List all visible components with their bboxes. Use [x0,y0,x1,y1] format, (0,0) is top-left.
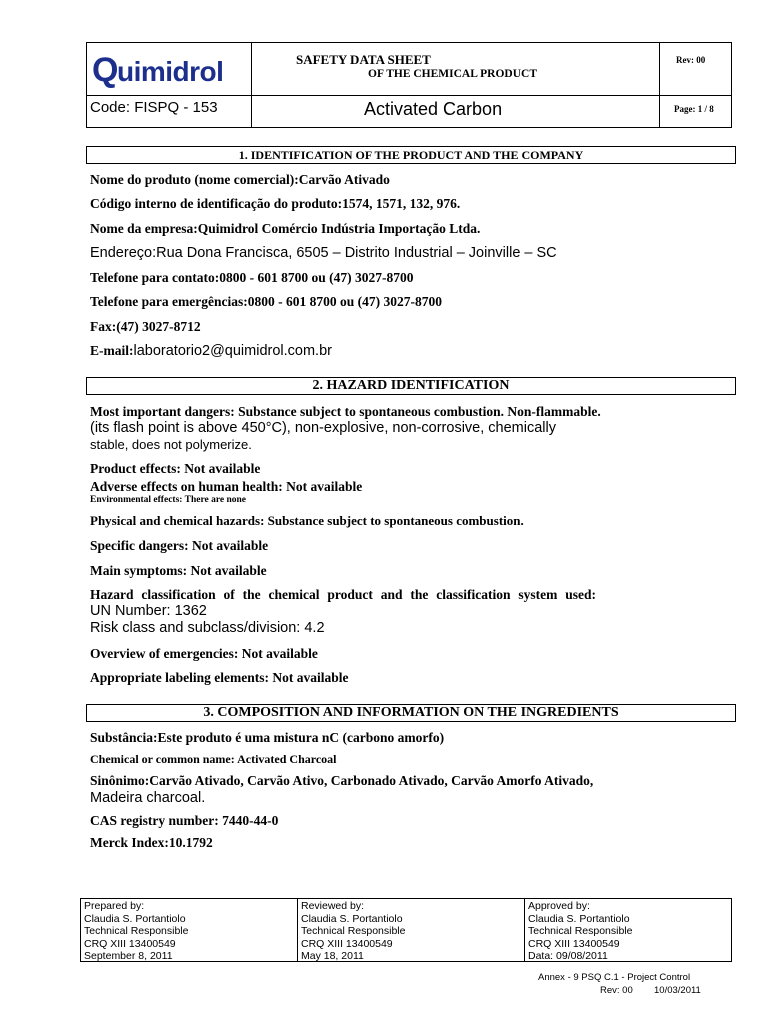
quimidrol-logo [92,50,244,88]
internal-code: Código interno de identificação do produto:1574, 1571, 132, 976. [90,196,461,211]
prepared-by-role: Technical Responsible [84,925,189,938]
sds-title-line1: SAFETY DATA SHEET [296,52,431,67]
approved-by-cell [528,900,632,963]
product-title: Activated Carbon [364,99,503,119]
product-effects: Product effects: Not available [90,461,261,476]
most-important-dangers: Most important dangers: Substance subject to spontaneous combustion. Non-flammable. [90,404,601,419]
prepared-by-name: Claudia S. Portantiolo [84,912,186,925]
emergency-phone: Telefone para emergências:0800 - 601 8700 ou (47) 3027-8700 [90,294,442,309]
prepared-by-label: Prepared by: [84,900,145,912]
reviewed-by-role: Technical Responsible [301,925,406,938]
revision-label: Rev: 00 [676,55,706,65]
reviewed-by-date: May 18, 2011 [301,950,364,963]
reviewed-by-label: Reviewed by: [301,900,365,912]
dangers-continuation: (its flash point is above 450°C), non-explosive, non-corrosive, chemically [90,420,556,436]
approved-by-label: Approved by: [528,900,590,912]
common-name: Chemical or common name: Activated Charcoal [90,752,337,766]
email-value: laboratorio2@quimidrol.com.br [133,343,332,359]
substance: Substância:Este produto é uma mistura nC (carbono amorfo) [90,730,445,745]
document-code: Code: FISPQ - 153 [90,99,218,116]
dangers-continuation-2: stable, does not polymerize. [90,437,252,452]
risk-class: Risk class and subclass/division: 4.2 [90,620,325,636]
prepared-by-crq: CRQ XIII 13400549 [84,937,176,950]
annex-date: 10/03/2011 [654,985,701,996]
synonym: Sinônimo:Carvão Ativado, Carvão Ativo, Carbonado Ativado, Carvão Amorfo Ativado, [90,773,594,788]
merck-index: Merck Index:10.1792 [90,835,213,850]
cas-registry-number: CAS registry number: 7440-44-0 [90,813,279,828]
reviewed-by-name: Claudia S. Portantiolo [301,912,403,925]
environmental-effects: Environmental effects: There are none [90,495,247,505]
section-2-heading: 2. HAZARD IDENTIFICATION [86,377,736,395]
reviewed-by-crq: CRQ XIII 13400549 [301,937,393,950]
product-name: Nome do produto (nome comercial):Carvão Ativado [90,172,390,187]
reviewed-by-cell [301,900,405,963]
company-name: Nome da empresa:Quimidrol Comércio Indústria Importação Ltda. [90,221,481,236]
fax-number: Fax:(47) 3027-8712 [90,319,201,334]
company-address: Endereço:Rua Dona Francisca, 6505 – Distrito Industrial – Joinville – SC [90,245,557,261]
approved-by-role: Technical Responsible [528,925,633,938]
annex-revision: Rev: 00 [600,985,633,996]
adverse-effects: Adverse effects on human health: Not available [90,479,363,494]
approved-by-name: Claudia S. Portantiolo [528,912,630,925]
section-3-heading: 3. COMPOSITION AND INFORMATION ON THE INGREDIENTS [86,704,736,722]
overview-of-emergencies: Overview of emergencies: Not available [90,646,318,661]
page-number: Page: 1 / 8 [674,104,714,114]
svg-text:Q: Q [92,51,117,88]
prepared-by-cell [84,900,188,963]
approved-by-date: Data: 09/08/2011 [528,950,608,963]
prepared-by-date: September 8, 2011 [84,950,173,963]
main-symptoms: Main symptoms: Not available [90,563,267,578]
specific-dangers: Specific dangers: Not available [90,538,269,553]
contact-phone: Telefone para contato:0800 - 601 8700 ou (47) 3027-8700 [90,270,414,285]
physical-chemical-hazards: Physical and chemical hazards: Substance subject to spontaneous combustion. [90,513,524,528]
approval-table [80,898,732,962]
synonym-continuation: Madeira charcoal. [90,790,206,806]
section-1-heading: 1. IDENTIFICATION OF THE PRODUCT AND THE COMPANY [86,146,736,164]
un-number: UN Number: 1362 [90,603,207,619]
email-label: E-mail: [90,343,134,358]
svg-text:uimidrol: uimidrol [117,56,224,87]
sds-title-line2: OF THE CHEMICAL PRODUCT [368,68,538,80]
approved-by-crq: CRQ XIII 13400549 [528,937,620,950]
hazard-classification: Hazard classification of the chemical product and the classification system used: [90,587,596,602]
email-line [90,343,332,359]
labeling-elements: Appropriate labeling elements: Not available [90,670,349,685]
annex-note: Annex - 9 PSQ C.1 - Project Control [538,972,691,983]
